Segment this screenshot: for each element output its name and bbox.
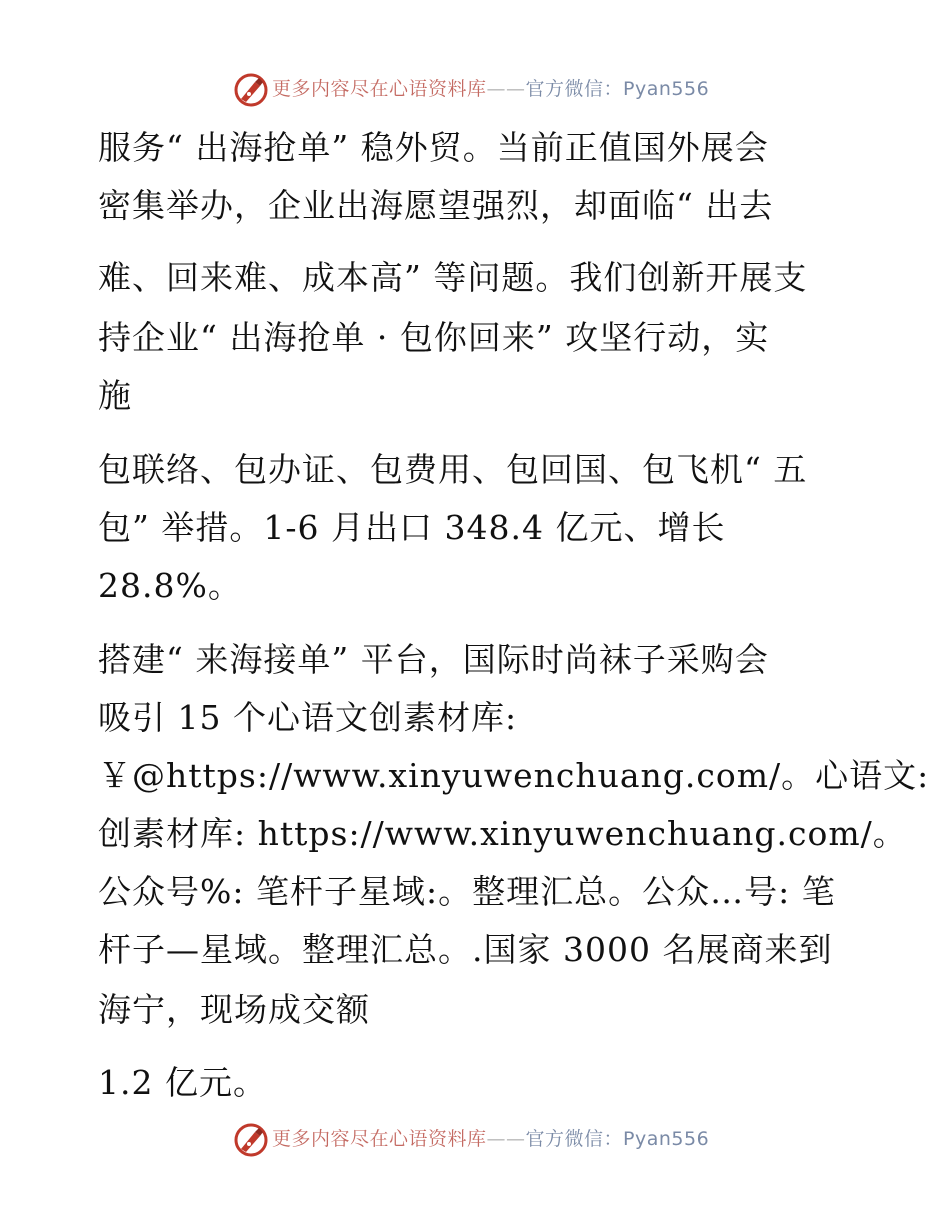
watermark-text: 更多内容尽在心语资料库——官方微信：Pyan556 — [272, 78, 710, 100]
body-line: 公众号%: 笔杆子星域:。整理汇总。公众…号: 笔 — [98, 872, 836, 911]
body-line: 包联络、包办证、包费用、包回国、包飞机“ 五 — [98, 450, 808, 489]
pen-nib-logo-icon — [233, 1122, 269, 1158]
body-line: 密集举办，企业出海愿望强烈，却面临“ 出去 — [98, 186, 774, 225]
body-line: 持企业“ 出海抢单 · 包你回来” 攻坚行动，实 — [98, 318, 770, 357]
watermark-text: 更多内容尽在心语资料库——官方微信：Pyan556 — [272, 1128, 710, 1150]
body-line: 施 — [98, 376, 132, 415]
body-line: 吸引 15 个心语文创素材库: — [98, 698, 518, 737]
body-line: 服务“ 出海抢单” 稳外贸。当前正值国外展会 — [98, 128, 769, 167]
body-line: 杆子—星域。整理汇总。.国家 3000 名展商来到 — [98, 930, 833, 969]
header-watermark — [0, 70, 950, 110]
body-line: 1.2 亿元。 — [98, 1063, 267, 1102]
body-line[interactable]: ￥@https://www.xinyuwenchuang.com/。心语文: — [98, 756, 930, 795]
body-line: 海宁，现场成交额 — [98, 990, 370, 1029]
body-line: 难、回来难、成本高” 等问题。我们创新开展支 — [98, 258, 808, 297]
body-line[interactable]: 创素材库: https://www.xinyuwenchuang.com/。 — [98, 814, 907, 853]
body-line: 包” 举措。1-6 月出口 348.4 亿元、增长 — [98, 508, 726, 547]
pen-nib-logo-icon — [233, 72, 269, 108]
footer-watermark — [0, 1120, 950, 1160]
body-line: 搭建“ 来海接单” 平台，国际时尚袜子采购会 — [98, 640, 769, 679]
body-line: 28.8%。 — [98, 566, 242, 605]
